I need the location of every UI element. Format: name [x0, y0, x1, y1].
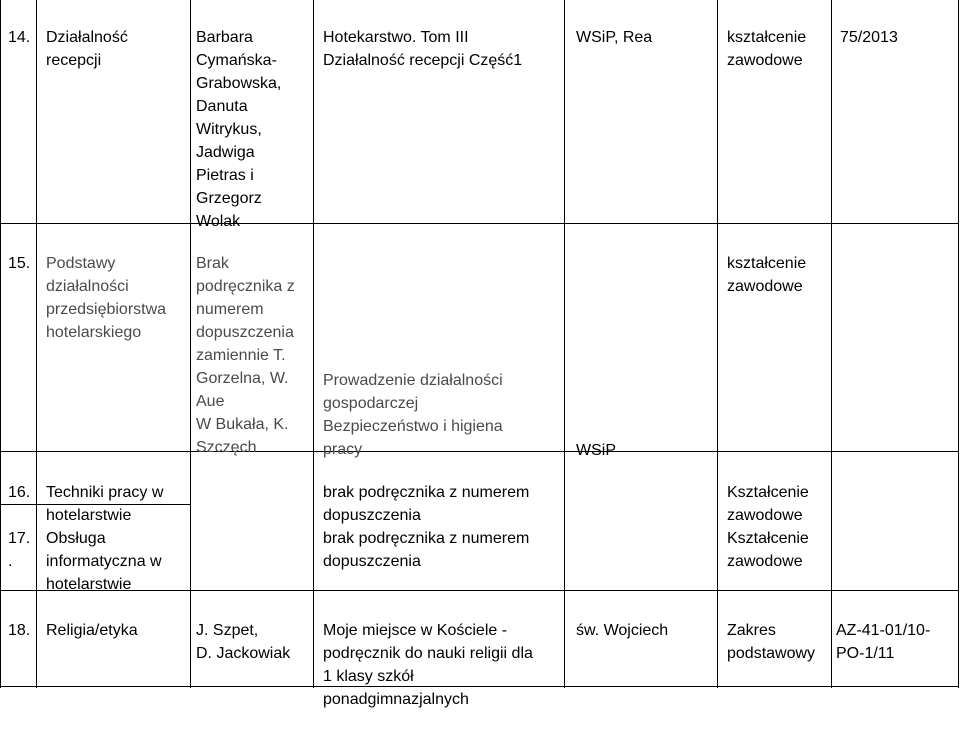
- row-15-publisher: [576, 416, 616, 485]
- row-14-publisher-text: WSiP, Rea: [576, 29, 653, 46]
- row-18-publisher: [576, 596, 668, 665]
- row-15-authors-text: Brak podręcznika z numerem dopuszczenia zamiennie T. Gorzelna, W. Aue W Bukała, K. Szczęch: [196, 255, 295, 456]
- row-14-number-text: 14.: [8, 29, 31, 46]
- row-14-publisher: [576, 3, 652, 72]
- row-18-approval-number: [836, 596, 930, 688]
- row-17-type-text: Kształcenie zawodowe: [727, 530, 809, 570]
- row-14-type: [727, 3, 806, 95]
- row-17-subject-text: Obsługa informatyczna w hotelarstwie: [46, 530, 162, 593]
- row-18-title-text: Moje miejsce w Kościele - podręcznik do nauki religii dla 1 klasy szkół ponadgimnazjalnych: [323, 622, 533, 708]
- row-divider-14-15: [0, 223, 959, 224]
- row-18-approval-number-text: AZ-41-01/10- PO-1/11: [836, 622, 931, 662]
- row-14-title: [323, 3, 522, 95]
- row-15-number-text: 15.: [8, 255, 31, 272]
- row-14-subject-text: Działalność recepcji: [46, 29, 128, 69]
- row-15-publisher-text: WSiP: [576, 442, 616, 459]
- col-divider-3: [313, 0, 314, 688]
- col-divider-5: [717, 0, 718, 688]
- row-14-approval-number-text: 75/2013: [840, 29, 898, 46]
- row-15-number: [8, 229, 30, 298]
- row-18-subject-text: Religia/etyka: [46, 622, 138, 639]
- row-14-authors-text: Barbara Cymańska- Grabowska, Danuta Witrykus, Jadwiga Pietras i Grzegorz Wolak: [196, 29, 282, 230]
- row-14-authors: [196, 3, 281, 256]
- table-border-right: [958, 0, 959, 688]
- row-17-number: [8, 504, 30, 596]
- row-15-subject: [46, 229, 166, 367]
- row-17-type: [727, 504, 809, 596]
- table-border-left: [0, 0, 1, 688]
- row-17-title-text: brak podręcznika z numerem dopuszczenia: [323, 530, 530, 570]
- row-14-subject: [46, 3, 128, 95]
- row-18-type-text: Zakres podstawowy: [727, 622, 816, 662]
- row-15-subject-text: Podstawy działalności przedsiębiorstwa hotelarskiego: [46, 255, 167, 341]
- col-divider-1: [36, 0, 37, 688]
- row-15-type: [727, 229, 806, 321]
- row-14-number: [8, 3, 30, 72]
- row-16-number-text: 16.: [8, 484, 31, 501]
- row-15-authors: [196, 229, 295, 482]
- row-18-authors-text: J. Szpet, D. Jackowiak: [196, 622, 291, 662]
- col-divider-4: [564, 0, 565, 688]
- row-15-type-text: kształcenie zawodowe: [727, 255, 807, 295]
- row-18-number: [8, 596, 30, 665]
- row-18-publisher-text: św. Wojciech: [576, 622, 669, 639]
- row-18-authors: [196, 596, 290, 688]
- row-14-type-text: kształcenie zawodowe: [727, 29, 807, 69]
- row-18-title: [323, 596, 533, 734]
- row-18-number-text: 18.: [8, 622, 31, 639]
- row-15-title-text: Prowadzenie działalności gospodarczej Bezpieczeństwo i higiena pracy: [323, 372, 503, 458]
- row-14-title-text: Hotekarstwo. Tom III Działalność recepcji Część1: [323, 29, 523, 69]
- row-18-subject: [46, 596, 138, 665]
- row-16-type-text: Kształcenie zawodowe: [727, 484, 809, 524]
- row-18-type: [727, 596, 815, 688]
- row-17-number-text: 17. .: [8, 530, 31, 570]
- row-17-title: [323, 504, 529, 596]
- col-divider-2: [190, 0, 191, 688]
- row-16-subject-text: Techniki pracy w hotelarstwie: [46, 484, 164, 524]
- col-divider-6: [831, 0, 832, 688]
- row-16-title-text: brak podręcznika z numerem dopuszczenia: [323, 484, 530, 524]
- row-14-approval-number: [840, 3, 898, 72]
